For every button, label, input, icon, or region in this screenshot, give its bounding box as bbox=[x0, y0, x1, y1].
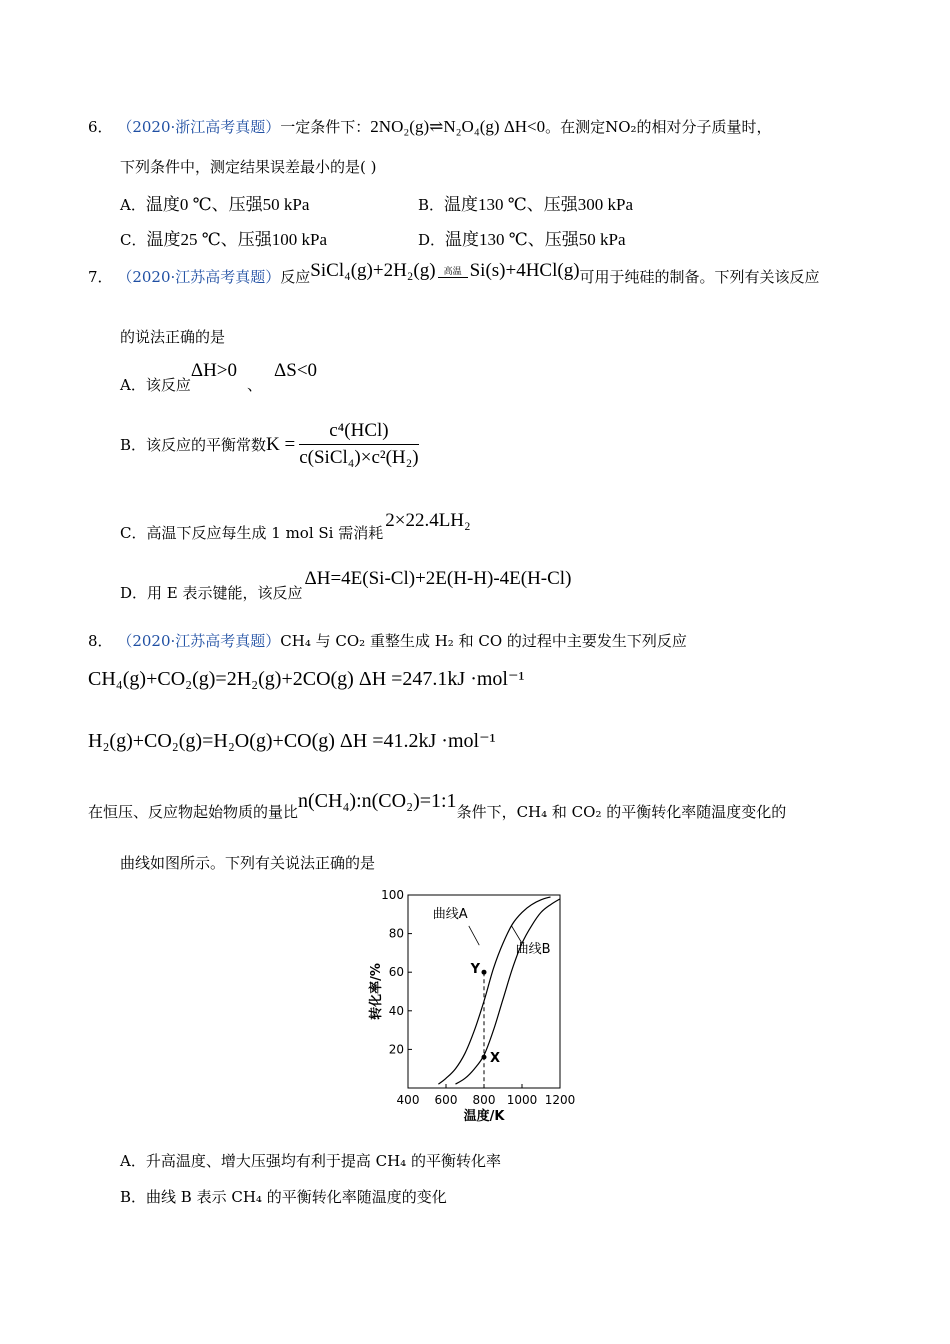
x-tick-label: 1200 bbox=[544, 1093, 576, 1107]
q7-line1 bbox=[88, 260, 820, 288]
q7-source: （2020·江苏高考真题） bbox=[117, 268, 281, 286]
option-text: 曲线 B 表示 CH₄ 的平衡转化率随温度的变化 bbox=[146, 1188, 447, 1206]
option-sep: 、 bbox=[247, 376, 263, 394]
y-tick-label: 80 bbox=[388, 926, 404, 941]
q7-option-a[interactable] bbox=[120, 360, 318, 396]
option-text: 该反应 bbox=[145, 376, 191, 394]
x-tick-label: 800 bbox=[472, 1093, 496, 1107]
option-text: 温度0 ℃、压强50 kPa bbox=[145, 195, 310, 214]
q6-intro: 一定条件下： bbox=[280, 118, 371, 136]
option-label: D． bbox=[120, 584, 148, 602]
q8-condition bbox=[88, 790, 787, 823]
cond-post: 条件下，CH₄ 和 CO₂ 的平衡转化率随温度变化的 bbox=[456, 803, 787, 821]
option-label: A． bbox=[120, 376, 146, 394]
q6-option-d[interactable] bbox=[418, 225, 626, 250]
x-tick-label: 600 bbox=[434, 1093, 458, 1107]
q6-equation: 2NO₂(g)⇌N₂O₄(g) ΔH<0 bbox=[370, 117, 546, 136]
q7-equation-arrow: 高温 bbox=[438, 267, 468, 278]
point-x bbox=[482, 1055, 487, 1060]
series-label-a: 曲线A bbox=[432, 907, 468, 923]
x-axis-label: 温度/K bbox=[463, 1109, 505, 1122]
k-denominator: c(SiCl₄)×c²(H₂) bbox=[299, 447, 419, 468]
leader-a bbox=[469, 926, 479, 945]
option-label: B． bbox=[120, 436, 147, 454]
q7-option-c[interactable] bbox=[120, 510, 471, 544]
q6-option-c[interactable] bbox=[120, 225, 327, 250]
q7-equation-left: SiCl₄(g)+2H₂(g) bbox=[310, 260, 436, 281]
q6-source: （2020·浙江高考真题） bbox=[117, 118, 281, 136]
option-math: ΔH=4E(Si-Cl)+2E(H-H)-4E(H-Cl) bbox=[304, 568, 572, 589]
option-text: 温度25 ℃、压强100 kPa bbox=[146, 230, 328, 249]
series-line-b bbox=[456, 899, 561, 1084]
option-label: A． bbox=[120, 1152, 146, 1170]
option-label: B． bbox=[120, 1188, 147, 1206]
y-axis-label: 转化率/% bbox=[369, 963, 384, 1020]
option-text: 温度130 ℃、压强300 kPa bbox=[444, 195, 634, 214]
q7-option-b[interactable] bbox=[120, 420, 419, 469]
q8-equation-1: CH₄(g)+CO₂(g)=2H₂(g)+2CO(g) ΔH =247.1kJ ·mol⁻¹ bbox=[88, 668, 525, 690]
option-k: K = bbox=[266, 433, 296, 455]
point-y bbox=[482, 970, 487, 975]
q6-after: 。在测定NO₂的相对分子质量时， bbox=[545, 118, 772, 136]
cond-math: n(CH₄):n(CO₂)=1:1 bbox=[298, 790, 457, 812]
option-label: A． bbox=[120, 196, 146, 214]
option-math-ds: ΔS<0 bbox=[274, 360, 318, 381]
option-text: 升高温度、增大压强均有利于提高 CH₄ 的平衡转化率 bbox=[145, 1152, 501, 1170]
option-label: B． bbox=[418, 196, 445, 214]
k-numerator: c⁴(HCl) bbox=[299, 420, 418, 445]
point-label-x: X bbox=[490, 1051, 501, 1067]
option-math: 2×22.4LH₂ bbox=[385, 510, 471, 531]
q7-after: 可用于纯硅的制备。下列有关该反应 bbox=[579, 268, 820, 286]
option-text: 该反应的平衡常数 bbox=[146, 436, 267, 454]
q6-number: 6． bbox=[88, 118, 113, 136]
point-label-y: Y bbox=[470, 962, 480, 978]
q6-option-b[interactable] bbox=[418, 190, 633, 215]
k-fraction bbox=[299, 420, 418, 469]
option-label: C． bbox=[120, 524, 147, 542]
q7-option-d[interactable] bbox=[120, 568, 572, 604]
q8-graph-line: 曲线如图所示。下列有关说法正确的是 bbox=[120, 854, 376, 872]
q8-source: （2020·江苏高考真题） bbox=[117, 632, 281, 650]
option-text: 用 E 表示键能，该反应 bbox=[147, 584, 303, 602]
leader-b bbox=[512, 926, 522, 943]
x-tick-label: 400 bbox=[396, 1093, 420, 1107]
series-label-b: 曲线B bbox=[515, 941, 551, 957]
x-tick-label: 1000 bbox=[506, 1093, 538, 1107]
q7-number: 7． bbox=[88, 268, 113, 286]
q6-line1 bbox=[88, 116, 772, 137]
q6-option-a[interactable] bbox=[120, 190, 309, 215]
q8-line1 bbox=[88, 630, 687, 651]
q7-intro: 反应 bbox=[280, 268, 311, 286]
conversion-chart bbox=[360, 882, 600, 1122]
q6-line2: 下列条件中，测定结果误差最小的是( ) bbox=[120, 158, 377, 176]
q8-intro: CH₄ 与 CO₂ 重整生成 H₂ 和 CO 的过程中主要发生下列反应 bbox=[280, 632, 687, 650]
y-tick-label: 20 bbox=[388, 1042, 404, 1057]
option-label: D． bbox=[418, 231, 446, 249]
q7-equation-right: Si(s)+4HCl(g) bbox=[469, 260, 580, 281]
option-text: 高温下反应每生成 1 mol Si 需消耗 bbox=[146, 524, 384, 542]
option-label: C． bbox=[120, 231, 147, 249]
y-tick-label: 60 bbox=[388, 965, 404, 980]
q8-number: 8． bbox=[88, 632, 113, 650]
q8-option-a[interactable] bbox=[120, 1150, 501, 1171]
q8-option-b[interactable] bbox=[120, 1186, 447, 1207]
q8-equation-2: H₂(g)+CO₂(g)=H₂O(g)+CO(g) ΔH =41.2kJ ·mol⁻¹ bbox=[88, 730, 496, 752]
cond-pre: 在恒压、反应物起始物质的量比 bbox=[88, 803, 299, 821]
q7-line2: 的说法正确的是 bbox=[120, 328, 226, 346]
y-tick-label: 40 bbox=[388, 1003, 404, 1018]
option-text: 温度130 ℃、压强50 kPa bbox=[445, 230, 626, 249]
option-math-dh: ΔH>0 bbox=[190, 360, 238, 381]
y-tick-label: 100 bbox=[381, 888, 404, 902]
